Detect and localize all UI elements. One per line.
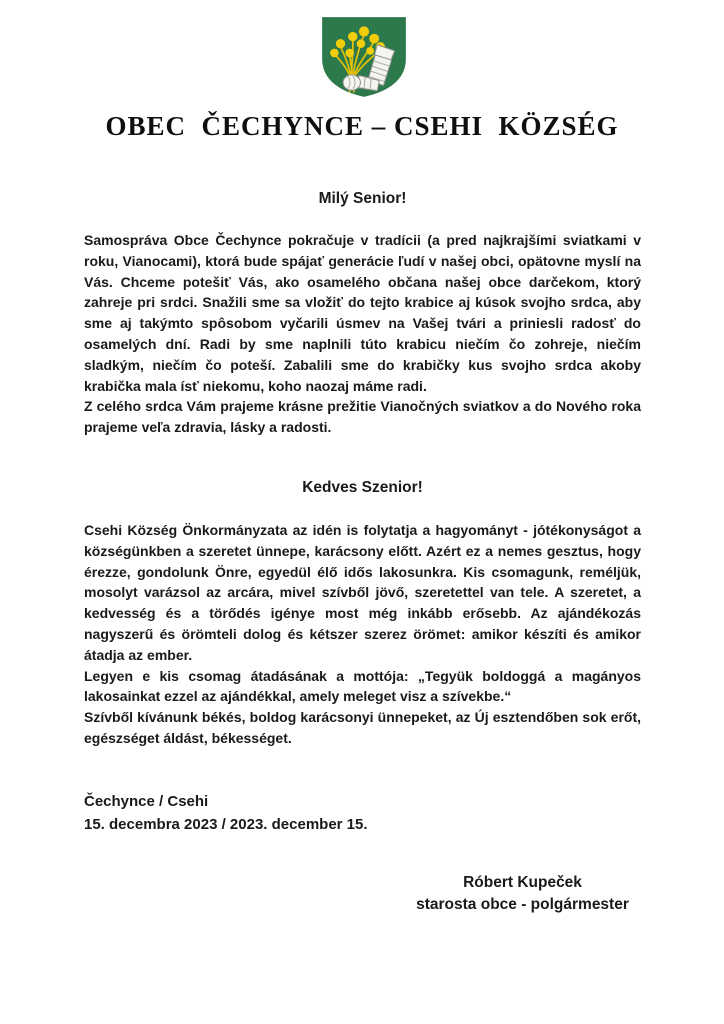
- salutation-sk: Milý Senior!: [318, 190, 407, 207]
- paragraph-hu-3: Szívből kívánunk békés, boldog karácsonyi ünnepeket, az Új esztendőben sok erőt, egészséget áldást, békességet.: [84, 709, 641, 746]
- signature-block: [370, 872, 675, 916]
- salutation-hu: Kedves Szenior!: [302, 479, 423, 496]
- municipality-title: OBEC ČECHYNCE – CSEHI KÖZSÉG: [105, 111, 619, 141]
- signatory-title: starosta obce - polgármester: [416, 896, 629, 913]
- paragraph-sk-2: Z celého srdca Vám prajeme krásne prežitie Vianočných sviatkov a do Nového roka prajeme veľa zdravia, lásky a radosti.: [84, 398, 641, 436]
- paragraph-hu-2: Legyen e kis csomag átadásának a mottója: „Tegyük boldoggá a magányos lakosainkat ezzel az ajándékkal, amely meleget visz a szívekbe.“: [84, 667, 641, 705]
- signatory-name: Róbert Kupeček: [463, 874, 582, 891]
- date-line: 15. decembra 2023 / 2023. december 15.: [84, 816, 368, 833]
- letter-body-sk: [84, 230, 641, 438]
- paragraph-hu-1: Csehi Község Önkormányzata az idén is folytatja a hagyományt - jótékonyságot a községünkben a szeretet ünnepe, karácsony előtt. Azért ez a nemes gesztus, hogy érezze, gondolunk Önre, egyedül élő idős lakosunkra. Kis csomagunk, reméljük, mosolyt varázsol az arcára, mivel szívből jövő, szeretettel van tele. A szeretet, a kedvesség és a törődés igénye most még inkább erősebb. Az ajándékozás nagyszerű és örömteli dolog és kétszer szerez örömet: amikor készíti és amikor átadja az ember.: [84, 522, 641, 663]
- paragraph-sk-1: Samospráva Obce Čechynce pokračuje v tradícii (a pred najkrajšími sviatkami v roku, Vianocami), ktorá bude spájať generácie ľudí v našej obci, opätovne myslí na Vás. Chceme potešiť Vás, ako osamelého občana našej obce darčekom, ktorý zahreje pri srdci. Snažili sme sa vložiť do tejto krabice aj kúsok svojho srdca, aby sme aj takýmto spôsobom vyčarili úsmev na Vašej tvári a priniesli radosť do osamelých dní. Radi by sme naplnili túto krabicu niečím čo zohreje, niečím sladkým, niečím čo poteší. Zabalili sme do krabičky kus svojho srdca akoby krabička mala ísť niekomu, koho naozaj máme radi.: [84, 232, 641, 394]
- letter-body-hu: [84, 520, 641, 749]
- place-date-block: [84, 790, 368, 836]
- place-line: Čechynce / Csehi: [84, 793, 209, 810]
- coat-of-arms-icon: [316, 14, 412, 100]
- coat-of-arms: [316, 14, 412, 100]
